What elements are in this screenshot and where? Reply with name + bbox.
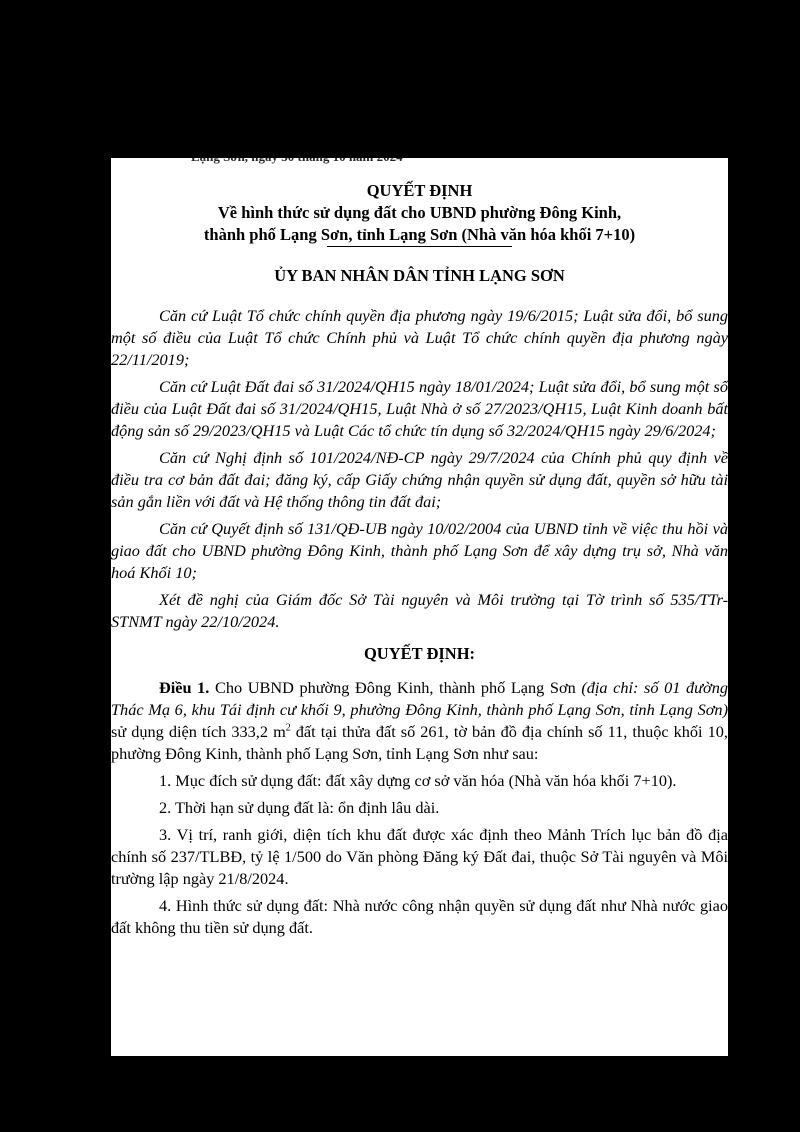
document-subtitle-line2: thành phố Lạng Sơn, tỉnh Lạng Sơn (Nhà văn hóa khối 7+10) [203, 225, 636, 244]
area-unit-superscript: 2 [285, 722, 291, 734]
issuing-authority: ỦY BAN NHÂN DÂN TỈNH LẠNG SƠN [274, 266, 565, 285]
proposal-basis: Xét đề nghị của Giám đốc Sở Tài nguyên và Môi trường tại Tờ trình số 535/TTr-STNMT ngày 22/10/2024. [111, 590, 728, 631]
article-1-address: (địa chỉ: số 01 đường Thác Mạ 6, khu Tái định cư khối 9, phường Đông Kinh, thành phố Lạng Sơn, tỉnh Lạng Sơn) [111, 678, 728, 719]
article-1-item-2: 2. Thời hạn sử dụng đất là: ổn định lâu dài. [159, 798, 440, 817]
document-title: QUYẾT ĐỊNH [366, 181, 473, 200]
legal-basis-1: Căn cứ Luật Tổ chức chính quyền địa phương ngày 19/6/2015; Luật sửa đổi, bổ sung một số điều của Luật Tổ chức Chính phủ và Luật Tổ chức chính quyền địa phương ngày 22/11/2019; [111, 306, 728, 369]
article-1-text-c: đất tại thửa đất số 261, tờ bản đồ địa chính số 11, thuộc khối 10, phường Đông Kinh, thành phố Lạng Sơn, tỉnh Lạng Sơn như sau: [111, 722, 728, 763]
document-page [111, 149, 728, 1056]
article-1-item-4: 4. Hình thức sử dụng đất: Nhà nước công nhận quyền sử dụng đất như Nhà nước giao đất không thu tiền sử dụng đất. [111, 896, 728, 937]
article-1-text-a: Cho UBND phường Đông Kinh, thành phố Lạng Sơn [209, 678, 582, 697]
legal-basis-2: Căn cứ Luật Đất đai số 31/2024/QH15 ngày 18/01/2024; Luật sửa đổi, bổ sung một số điều của Luật Đất đai số 31/2024/QH15, Luật Nhà ở số 27/2023/QH15, Luật Kinh doanh bất động sản số 29/2023/QH15 và Luật Các tổ chức tín dụng số 32/2024/QH15 ngày 29/6/2024; [111, 377, 728, 440]
title-underline [327, 246, 512, 247]
cropped-header-line: Lạng Sơn, ngày 30 tháng 10 năm 2024 [191, 149, 403, 164]
article-1-text-b: sử dụng diện tích 333,2 m [111, 722, 286, 741]
legal-basis-3: Căn cứ Nghị định số 101/2024/NĐ-CP ngày 29/7/2024 của Chính phủ quy định về điều tra cơ bản đất đai; đăng ký, cấp Giấy chứng nhận quyền sử dụng đất, quyền sở hữu tài sản gắn liền với đất và Hệ thống thông tin đất đai; [111, 448, 728, 511]
article-1-item-1: 1. Mục đích sử dụng đất: đất xây dựng cơ sở văn hóa (Nhà văn hóa khối 7+10). [159, 771, 677, 790]
article-1-label: Điều 1. [159, 678, 210, 697]
article-1-item-3: 3. Vị trí, ranh giới, diện tích khu đất được xác định theo Mảnh Trích lục bản đồ địa chính số 237/TLBĐ, tỷ lệ 1/500 do Văn phòng Đăng ký Đất đai, thuộc Sở Tài nguyên và Môi trường lập ngày 21/8/2024. [111, 825, 728, 888]
decision-heading: QUYẾT ĐỊNH: [363, 644, 476, 663]
article-1 [111, 677, 728, 765]
document-body [111, 180, 728, 944]
legal-basis-4: Căn cứ Quyết định số 131/QĐ-UB ngày 10/02/2004 của UBND tỉnh về việc thu hồi và giao đất cho UBND phường Đông Kinh, thành phố Lạng Sơn để xây dựng trụ sở, Nhà văn hoá Khối 10; [111, 519, 728, 582]
document-subtitle-line1: Về hình thức sử dụng đất cho UBND phường Đông Kinh, [217, 203, 622, 222]
